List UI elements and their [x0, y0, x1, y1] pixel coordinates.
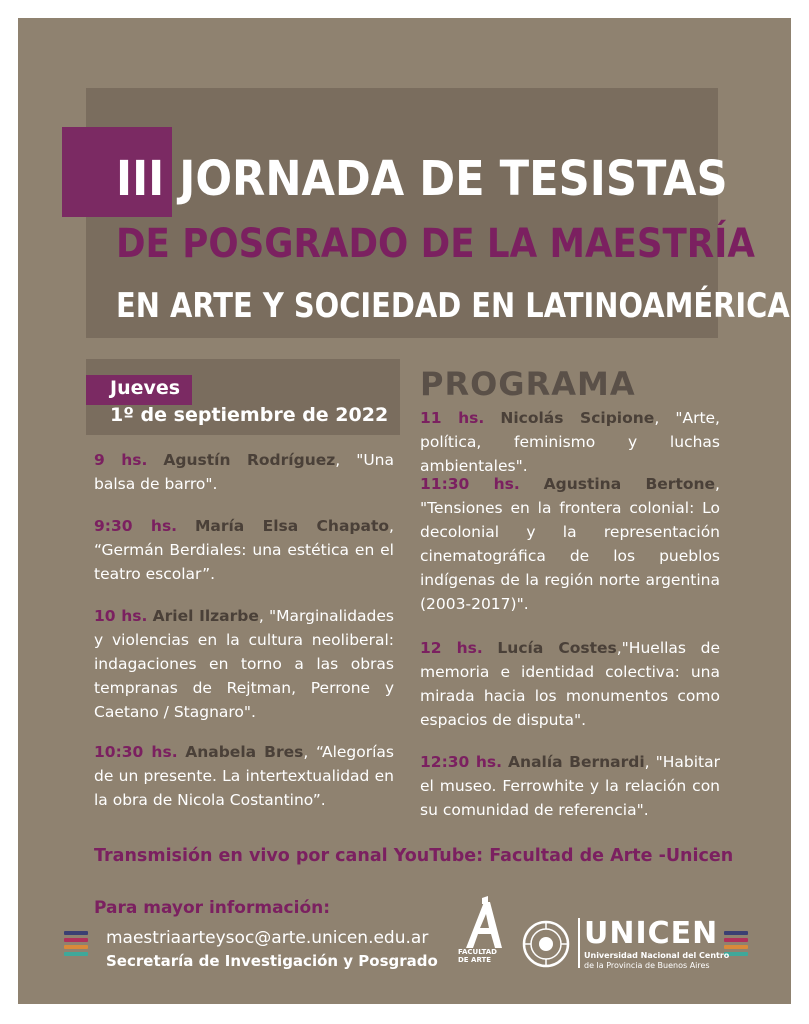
- contact-email[interactable]: maestriaarteysoc@arte.unicen.edu.ar: [106, 928, 429, 948]
- office-name: Secretaría de Investigación y Posgrado: [106, 952, 438, 970]
- program-entry: [420, 636, 720, 732]
- university-seal-icon: [522, 920, 570, 968]
- title-line-1: III JORNADA DE TESISTAS: [116, 151, 728, 207]
- entry-title: , “Alegorías de un presente. La intertextualidad en la obra de Nicola Costantino”.: [94, 743, 394, 809]
- entry-title: , "Marginalidades y violencias en la cultura neoliberal: indagaciones en torno a las obras tempranas de Rejtman, Perrone y Caetano / Stagnaro".: [94, 607, 394, 721]
- unicen-logo-text: UNICEN: [584, 916, 719, 951]
- entry-title: , "Arte, política, feminismo y luchas ambientales".: [420, 409, 720, 475]
- entry-time: 11 hs.: [420, 409, 485, 427]
- unicen-subtitle-1: Universidad Nacional del Centro: [584, 951, 730, 960]
- entry-speaker: Analía Bernardi: [508, 753, 645, 771]
- livestream-notice: Transmisión en vivo por canal YouTube: Facultad de Arte -Unicen: [94, 846, 734, 866]
- program-entry: [94, 740, 394, 812]
- entry-speaker: Ariel Ilzarbe: [152, 607, 259, 625]
- entry-speaker: Lucía Costes: [497, 639, 617, 657]
- title-line-3: EN ARTE Y SOCIEDAD EN LATINOAMÉRICA: [116, 286, 790, 326]
- facultad-line-1: FACULTAD: [458, 948, 497, 956]
- info-heading: Para mayor información:: [94, 898, 331, 918]
- entry-title: ,"Huellas de memoria e identidad colectiva: una mirada hacia los monumentos como espacios de disputa".: [420, 639, 720, 729]
- program-entry: [420, 406, 720, 478]
- entry-title: , "Tensiones en la frontera colonial: Lo decolonial y la representación cinematográfica de los pueblos indígenas de la región norte argentina (2003-2017)".: [420, 475, 720, 613]
- entry-time: 11:30 hs.: [420, 475, 520, 493]
- program-entry: [94, 604, 394, 724]
- logo-divider: [578, 918, 580, 968]
- entry-title: , "Una balsa de barro".: [94, 451, 394, 493]
- title-line-2: DE POSGRADO DE LA MAESTRÍA: [116, 221, 755, 267]
- facultad-logo-text: [458, 948, 518, 964]
- facultad-line-2: DE ARTE: [458, 956, 492, 964]
- program-entry: [94, 448, 394, 496]
- stripes-left-icon: [64, 931, 88, 959]
- entry-speaker: Agustín Rodríguez: [163, 451, 336, 469]
- entry-speaker: Nicolás Scipione: [500, 409, 655, 427]
- program-entry: [94, 514, 394, 586]
- entry-speaker: María Elsa Chapato: [194, 517, 390, 535]
- entry-title: , “Germán Berdiales: una estética en el teatro escolar”.: [94, 517, 394, 583]
- entry-time: 9 hs.: [94, 451, 148, 469]
- entry-time: 12:30 hs.: [420, 753, 502, 771]
- entry-speaker: Anabela Bres: [185, 743, 304, 761]
- entry-time: 10 hs.: [94, 607, 148, 625]
- entry-time: 9:30 hs.: [94, 517, 178, 535]
- entry-speaker: Agustina Bertone: [543, 475, 716, 493]
- program-entry: [420, 472, 720, 616]
- programa-heading: PROGRAMA: [420, 365, 636, 403]
- event-date: 1º de septiembre de 2022: [110, 404, 389, 426]
- entry-time: 10:30 hs.: [94, 743, 178, 761]
- program-entry: [420, 750, 720, 822]
- poster: [18, 18, 791, 1004]
- entry-title: , "Habitar el museo. Ferrowhite y la relación con su comunidad de referencia".: [420, 753, 720, 819]
- event-day: Jueves: [110, 377, 181, 399]
- entry-time: 12 hs.: [420, 639, 483, 657]
- unicen-subtitle-2: de la Provincia de Buenos Aires: [584, 961, 710, 970]
